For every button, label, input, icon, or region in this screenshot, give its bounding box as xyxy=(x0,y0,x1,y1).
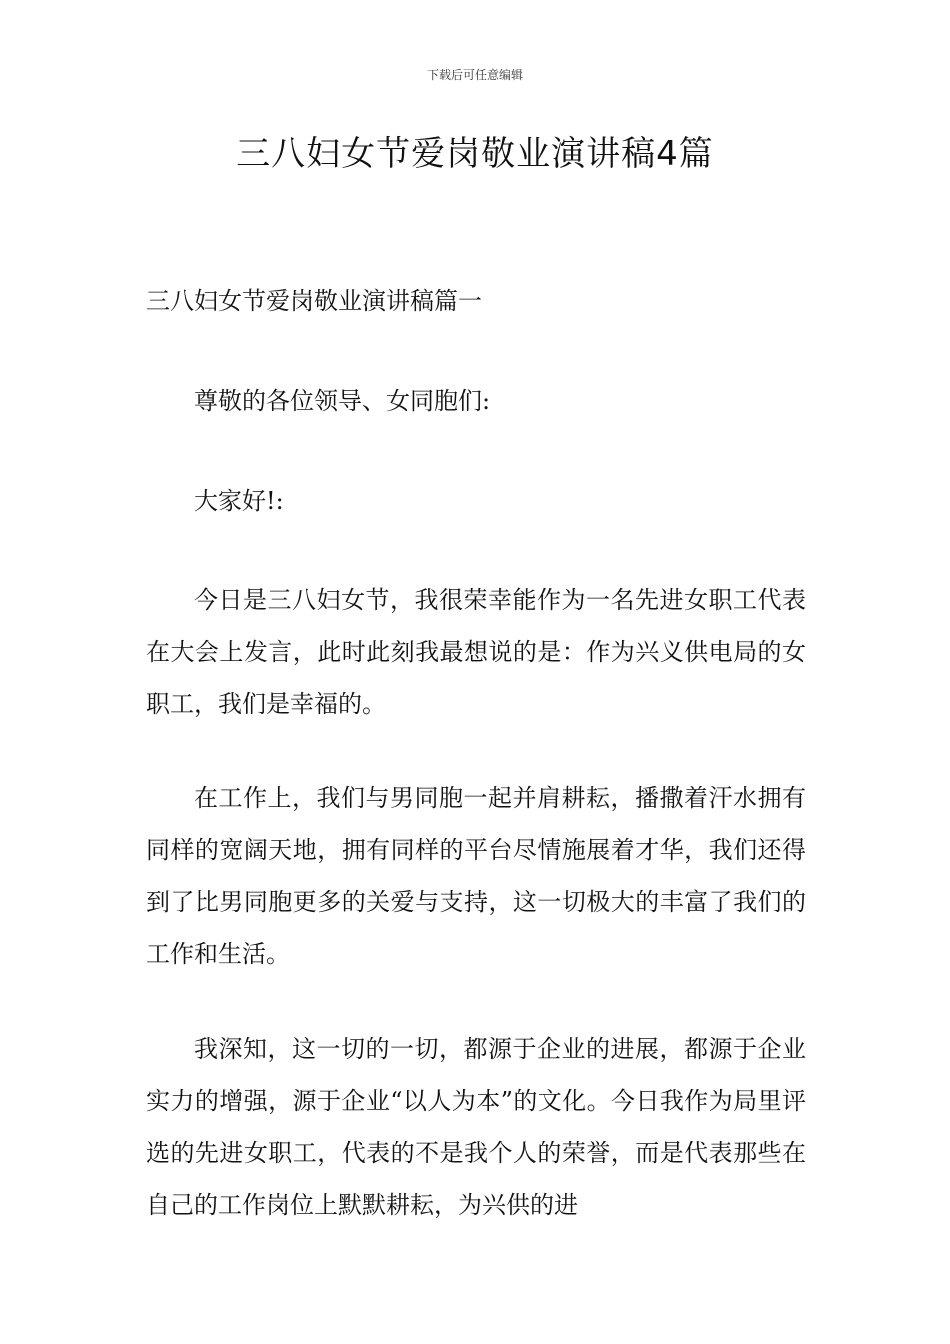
header-note: 下载后可任意编辑 xyxy=(426,68,523,82)
body-paragraph-3: 我深知，这一切的一切，都源于企业的进展，都源于企业实力的增强，源于企业“以人为本”的文化。今日我作为局里评选的先进女职工，代表的不是我个人的荣誉，而是代表那些在自己的工作岗位上默默耕耘，为兴供的进 xyxy=(146,1035,806,1219)
section-heading: 三八妇女节爱岗敬业演讲稿篇一 xyxy=(146,287,482,315)
salutation-paragraph: 尊敬的各位领导、女同胞们: xyxy=(194,387,491,415)
body-paragraph-1: 今日是三八妇女节，我很荣幸能作为一名先进女职工代表在大会上发言，此时此刻我最想说的是：作为兴义供电局的女职工，我们是幸福的。 xyxy=(146,586,806,718)
body-paragraph-2: 在工作上，我们与男同胞一起并肩耕耘，播撒着汗水拥有同样的宽阔天地，拥有同样的平台尽情施展着才华，我们还得到了比男同胞更多的关爱与支持，这一切极大的丰富了我们的工作和生活。 xyxy=(146,784,806,968)
greeting-paragraph: 大家好!: xyxy=(194,487,284,515)
document-title: 三八妇女节爱岗敬业演讲稿4篇 xyxy=(236,134,714,174)
